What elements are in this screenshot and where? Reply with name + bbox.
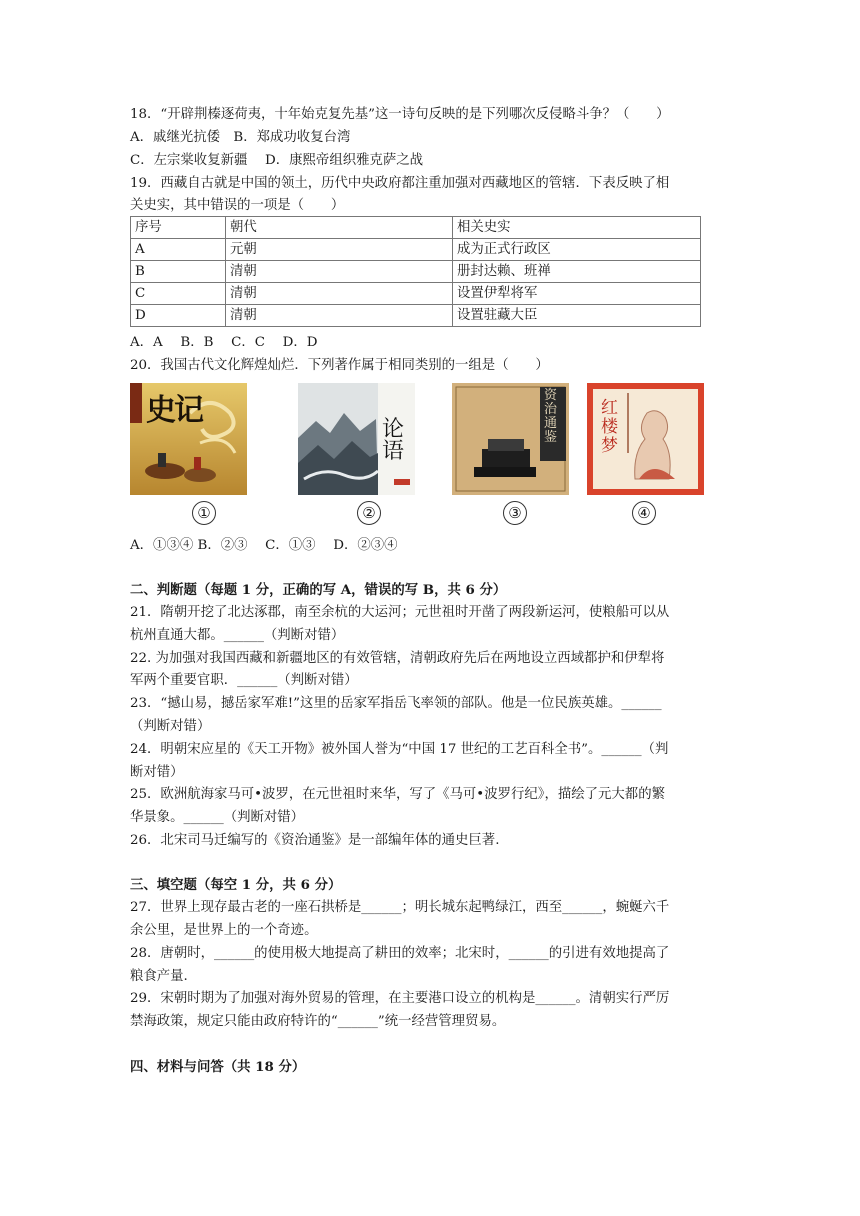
table-cell: 设置驻藏大臣 (453, 305, 701, 327)
table-cell: 设置伊犁将军 (453, 283, 701, 305)
q19-options: A．A B．B C．C D．D (130, 335, 318, 350)
q18-options-2: C．左宗棠收复新疆 D．康熙帝组织雅克萨之战 (130, 153, 424, 168)
q28-line1: 28．唐朝时，______的使用极大地提高了耕田的效率；北宋时，______的引进有效地提高了 (130, 946, 670, 961)
table-cell: 清朝 (226, 305, 453, 327)
book-number-4: ④ (632, 501, 656, 525)
book-title-zizhitongjian: 资治通鉴 (544, 388, 558, 445)
q29-line1: 29．宋朝时期为了加强对海外贸易的管理，在主要港口设立的机构是______。清朝实行严厉 (130, 991, 670, 1006)
section3-heading: 三、填空题（每空 1 分，共 6 分） (130, 877, 342, 893)
book-number-3: ③ (503, 501, 527, 525)
q25-line2: 华景象。______（判断对错） (130, 810, 305, 825)
table-header: 朝代 (226, 217, 453, 239)
table-cell: D (131, 305, 226, 327)
q27-line1: 27．世界上现存最古老的一座石拱桥是______；明长城东起鸭绿江，西至______，蜿蜒六千 (130, 900, 670, 915)
table-header: 相关史实 (453, 217, 701, 239)
table-cell: C (131, 283, 226, 305)
q25-line1: 25．欧洲航海家马可•波罗，在元世祖时来华，写了《马可•波罗行纪》，描绘了元大都的繁 (130, 787, 665, 802)
q20-options: A．①③④ B．②③ C．①③ D．②③④ (130, 538, 398, 553)
book-cover-hongloumeng (587, 383, 704, 495)
book-title-lunyu: 论语 (382, 417, 405, 464)
q24-line2: 断对错） (130, 765, 184, 780)
table-row (131, 305, 701, 327)
table-header-row (131, 217, 701, 239)
q23-line2: （判断对错） (130, 719, 211, 734)
book-cover-zizhitongjian (452, 383, 569, 495)
book-covers (130, 383, 705, 528)
q28-line2: 粮食产量. (130, 969, 188, 984)
table-cell: 成为正式行政区 (453, 239, 701, 261)
section4-heading: 四、材料与问答（共 18 分） (130, 1059, 306, 1075)
book-number-1: ① (192, 501, 216, 525)
table-row (131, 283, 701, 305)
table-cell: 元朝 (226, 239, 453, 261)
section2-heading: 二、判断题（每题 1 分，正确的写 A，错误的写 B，共 6 分） (130, 582, 507, 598)
table-cell: 清朝 (226, 261, 453, 283)
book-cover-shiji (130, 383, 247, 495)
book-cover-lunyu (298, 383, 415, 495)
q18-stem: 18．“开辟荆榛逐荷夷，十年始克复先基”这一诗句反映的是下列哪次反侵略斗争？（ ） (130, 107, 670, 122)
q22-line1: 22. 为加强对我国西藏和新疆地区的有效管辖，清朝政府先后在两地设立西域都护和伊犁将 (130, 651, 665, 666)
q21-line1: 21．隋朝开挖了北达涿郡，南至余杭的大运河；元世祖时开凿了两段新运河，使粮船可以从 (130, 605, 670, 620)
q26: 26．北宋司马迁编写的《资治通鉴》是一部编年体的通史巨著. (130, 833, 500, 848)
table-row (131, 239, 701, 261)
table-cell: 清朝 (226, 283, 453, 305)
book-number-2: ② (357, 501, 381, 525)
q20-stem: 20．我国古代文化辉煌灿烂．下列著作属于相同类别的一组是（ ） (130, 358, 549, 373)
q29-line2: 禁海政策，规定只能由政府特许的“______”统一经营管理贸易。 (130, 1014, 506, 1029)
q22-line2: 军两个重要官职．______（判断对错） (130, 673, 358, 688)
book-title-hongloumeng: 红楼梦 (601, 398, 618, 456)
q23-line1: 23．“撼山易，撼岳家军难!”这里的岳家军指岳飞率领的部队。他是一位民族英雄。______ (130, 696, 662, 711)
q27-line2: 余公里，是世界上的一个奇迹。 (130, 923, 318, 938)
q18-options-1: A．戚继光抗倭 B．郑成功收复台湾 (130, 130, 351, 145)
q21-line2: 杭州直通大都。______（判断对错） (130, 628, 345, 643)
q19-stem-2: 关史实，其中错误的一项是（ ） (130, 198, 345, 213)
table-row (131, 261, 701, 283)
table-cell: B (131, 261, 226, 283)
q19-stem-1: 19．西藏自古就是中国的领土，历代中央政府都注重加强对西藏地区的管辖．下表反映了相 (130, 176, 670, 191)
table-header: 序号 (131, 217, 226, 239)
q24-line1: 24．明朝宋应星的《天工开物》被外国人誉为“中国 17 世纪的工艺百科全书”。______（判 (130, 742, 669, 757)
table-cell: A (131, 239, 226, 261)
q19-table (130, 216, 701, 327)
book-title-shiji: 史记 (146, 393, 202, 428)
table-cell: 册封达赖、班禅 (453, 261, 701, 283)
